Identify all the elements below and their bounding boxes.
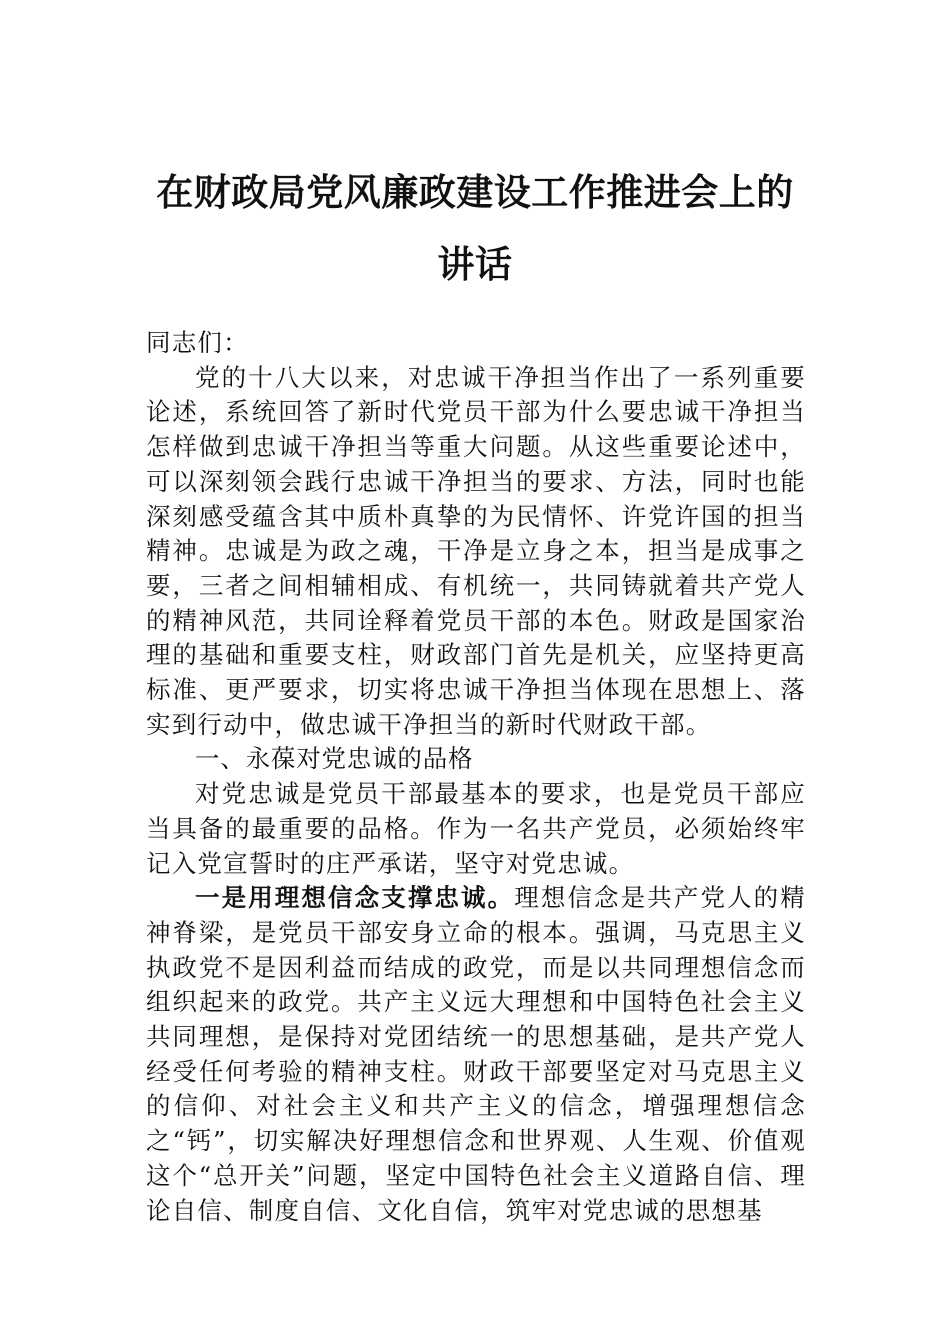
document-title: 在财政局党风廉政建设工作推进会上的讲话: [156, 170, 794, 286]
point-1-paragraph: [146, 881, 806, 1228]
point-1-lead: 一是用理想信念支撑忠诚。: [195, 883, 515, 913]
point-1-text: 理想信念是共产党人的精神脊梁，是党员干部安身立命的根本。强调，马克思主义执政党不是因利益而结成的政党，而是以共同理想信念而组织起来的政党。共产主义远大理想和中国特色社会主义共同理想，是保持对党团结统一的思想基础，是共产党人经受任何考验的精神支柱。财政干部要坚定对马克思主义的信仰、对社会主义和共产主义的信念，增强理想信念之“钙”，切实解决好理想信念和世界观、人生观、价值观这个“总开关”问题，坚定中国特色社会主义道路自信、理论自信、制度自信、文化自信，筑牢对党忠诚的思想基: [146, 883, 806, 1225]
section-1-paragraph: 对党忠诚是党员干部最基本的要求，也是党员干部应当具备的最重要的品格。作为一名共产党员，必须始终牢记入党宣誓时的庄严承诺，坚守对党忠诚。: [146, 779, 806, 878]
salutation: 同志们：: [146, 328, 249, 357]
section-heading-1: 一、永葆对党忠诚的品格: [195, 744, 474, 774]
intro-paragraph: 党的十八大以来，对忠诚干净担当作出了一系列重要论述，系统回答了新时代党员干部为什么要忠诚干净担当怎样做到忠诚干净担当等重大问题。从这些重要论述中，可以深刻领会践行忠诚干净担当的要求、方法，同时也能深刻感受蕴含其中质朴真挚的为民情怀、许党许国的担当精神。忠诚是为政之魂，干净是立身之本，担当是成事之要，三者之间相辅相成、有机统一，共同铸就着共产党人的精神风范，共同诠释着党员干部的本色。财政是国家治理的基础和重要支柱，财政部门首先是机关，应坚持更高标准、更严要求，切实将忠诚干净担当体现在思想上、落实到行动中，做忠诚干净担当的新时代财政干部。: [146, 362, 806, 739]
document-body: [146, 326, 806, 1228]
